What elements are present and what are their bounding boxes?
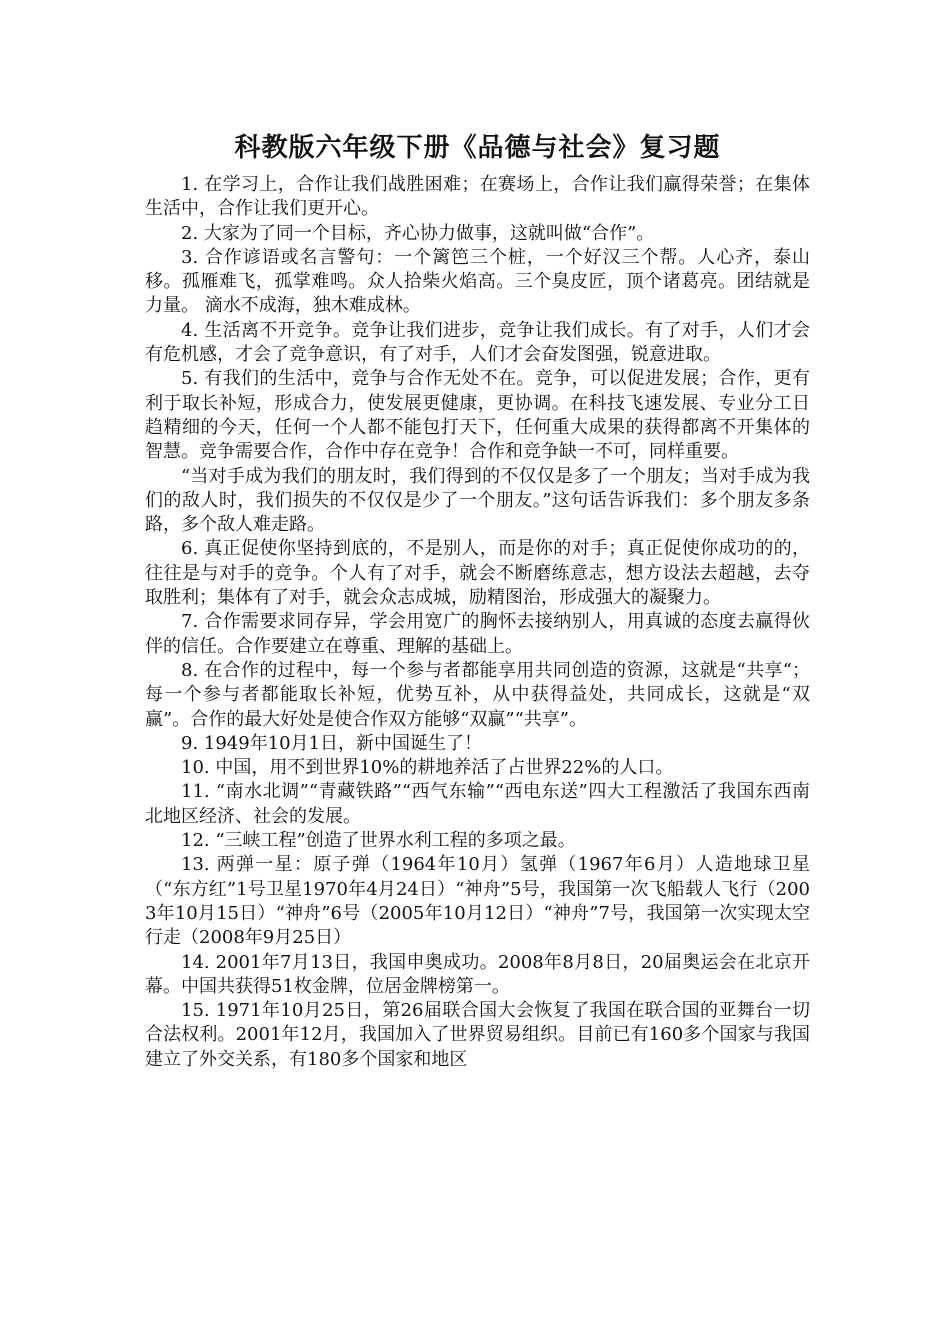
quote-paragraph: “当对手成为我们的朋友时，我们得到的不仅仅是多了一个朋友；当对手成为我们的敌人时，我们损失的不仅仅是少了一个朋友。”这句话告诉我们：多个朋友多条路，多个敌人难走路。 xyxy=(145,465,810,536)
paragraph-1: 1. 在学习上，合作让我们战胜困难；在赛场上，合作让我们赢得荣誉；在集体生活中，合作让我们更开心。 xyxy=(145,174,810,220)
paragraph-7: 7. 合作需要求同存异，学会用宽广的胸怀去接纳别人，用真诚的态度去赢得伙伴的信任。合作要建立在尊重、理解的基础上。 xyxy=(145,611,810,657)
paragraph-8: 8. 在合作的过程中，每一个参与者都能享用共同创造的资源，这就是“共享“；每一个参与者都能取长补短，优势互补，从中获得益处，共同成长，这就是“双赢”。合作的最大好处是使合作双方能够“双赢”“共享”。 xyxy=(145,659,810,730)
paragraph-15: 15. 1971年10月25日，第26届联合国大会恢复了我国在联合国的亚舞台一切合法权利。2001年12月，我国加入了世界贸易组织。目前已有160多个国家与我国建立了外交关系，有180多个国家和地区 xyxy=(145,1000,810,1070)
paragraph-3: 3. 合作谚语或名言警句：一个篱笆三个桩，一个好汉三个帮。人心齐，泰山移。孤雁难飞，孤掌难鸣。众人拾柴火焰高。三个臭皮匠，顶个诸葛亮。团结就是力量。 滴水不成海，独木难成林。 xyxy=(145,246,810,317)
paragraph-6: 6. 真正促使你坚持到底的，不是别人，而是你的对手；真正促使你成功的的，往往是与对手的竞争。个人有了对手，就会不断磨练意志，想方设法去超越，去夺取胜利；集体有了对手，就会众志成城，励精图治，形成强大的凝聚力。 xyxy=(145,538,810,609)
paragraph-2: 2. 大家为了同一个目标，齐心协力做事，这就叫做“合作”。 xyxy=(181,222,655,244)
document-page xyxy=(145,128,810,1072)
paragraph-13: 13. 两弹一星：原子弹（1964年10月）氢弹（1967年6月）人造地球卫星（“东方红”1号卫星1970年4月24日）“神舟”5号，我国第一次飞船载人飞行（2003年10月15日）“神舟”6号（2005年10月12日）“神舟”7号，我国第一次实现太空行走（2008年9月25日） xyxy=(145,854,810,949)
paragraph-11: 11. “南水北调”“青藏铁路”“西气东输”“西电东送”四大工程激活了我国东西南北地区经济、社会的发展。 xyxy=(145,781,810,827)
paragraph-14: 14. 2001年7月13日，我国申奥成功。2008年8月8日，20届奥运会在北京开幕。中国共获得51枚金牌，位居金牌榜第一。 xyxy=(145,951,810,997)
paragraph-5: 5. 有我们的生活中，竞争与合作无处不在。竞争，可以促进发展；合作，更有利于取长补短，形成合力，使发展更健康，更协调。在科技飞速发展、专业分工日趋精细的今天，任何一个人都不能包打天下，任何重大成果的获得都离不开集体的智慧。竞争需要合作，合作中存在竞争！合作和竞争缺一不可，同样重要。 xyxy=(145,368,810,463)
paragraph-12: 12. “三峡工程”创造了世界水利工程的多项之最。 xyxy=(181,830,576,852)
paragraph-4: 4. 生活离不开竞争。竞争让我们进步，竞争让我们成长。有了对手，人们才会有危机感，才会了竞争意识，有了对手，人们才会奋发图强，锐意进取。 xyxy=(145,319,810,366)
paragraph-10: 10. 中国，用不到世界10%的耕地养活了占世界22%的人口。 xyxy=(181,757,674,779)
paragraph-9: 9. 1949年10月1日，新中国诞生了！ xyxy=(181,732,483,754)
document-title: 科教版六年级下册《品德与社会》复习题 xyxy=(234,133,721,163)
